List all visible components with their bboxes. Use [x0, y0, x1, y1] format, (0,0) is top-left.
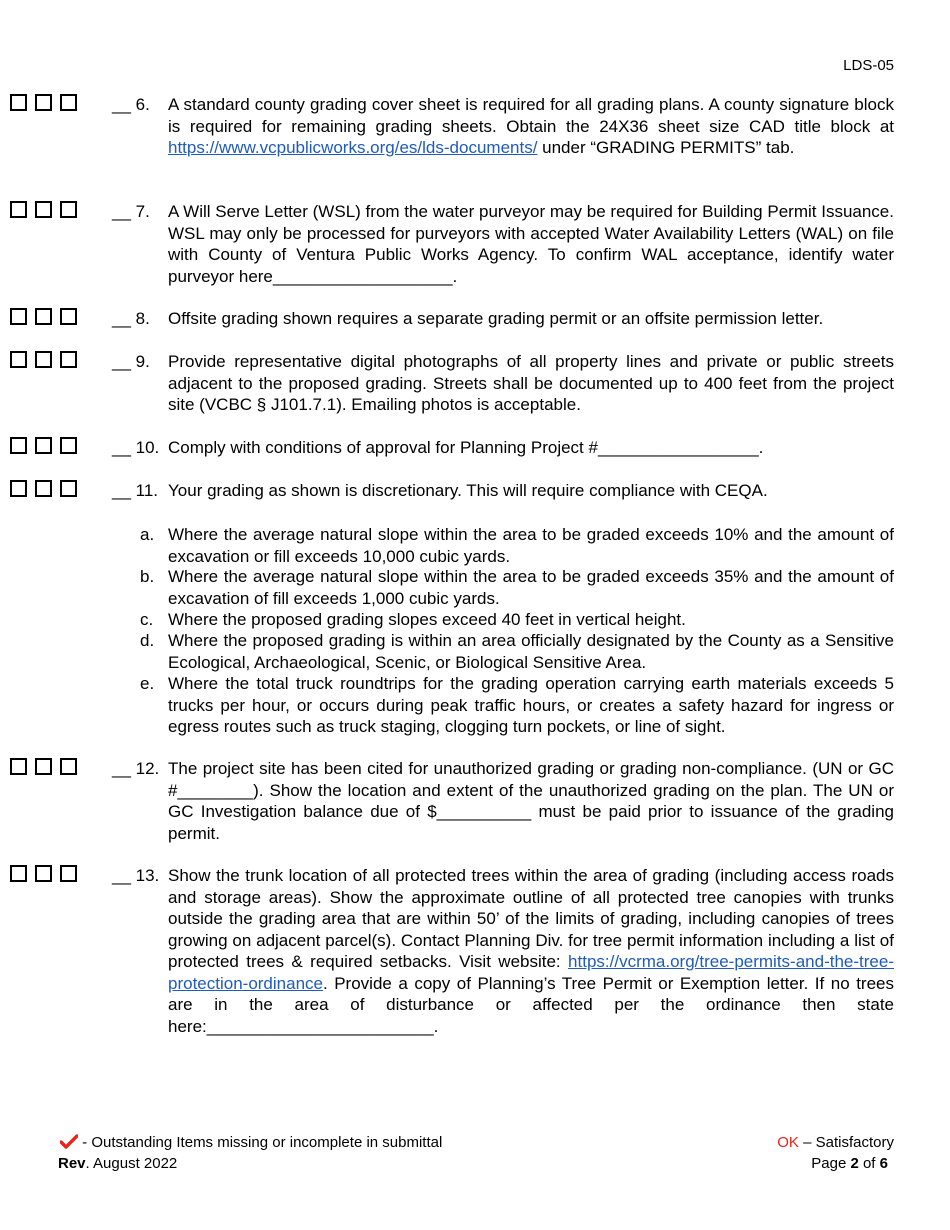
checkbox[interactable]	[10, 480, 27, 497]
item-text: Comply with conditions of approval for Planning Project #_________________.	[168, 438, 764, 457]
ok-label: OK	[777, 1134, 799, 1151]
revision-date: Rev. August 2022	[58, 1155, 178, 1172]
checkbox[interactable]	[10, 758, 27, 775]
checkbox[interactable]	[35, 201, 52, 218]
item-number: __ 6.	[112, 95, 150, 114]
checkbox[interactable]	[10, 865, 27, 882]
item-text: A standard county grading cover sheet is required for all grading plans. A county signature block is required for remaining grading sheets. Obtain the 24X36 sheet size CAD title block at https://www.vcpublicworks.org/es/lds-documents/ under “GRADING PERMITS” tab.	[168, 95, 894, 157]
item-number: __ 12.	[112, 759, 160, 778]
legend-ok	[777, 1134, 894, 1151]
document-id: LDS-05	[843, 57, 894, 74]
checkbox[interactable]	[35, 758, 52, 775]
checkbox[interactable]	[60, 94, 77, 111]
lds-documents-link[interactable]: https://www.vcpublicworks.org/es/lds-documents/	[168, 138, 538, 157]
item-number: __ 13.	[112, 866, 160, 885]
checkbox[interactable]	[60, 865, 77, 882]
checkbox[interactable]	[10, 94, 27, 111]
item-number: __ 10.	[112, 438, 160, 457]
subitem-letter: c.	[140, 610, 154, 629]
checkbox[interactable]	[60, 201, 77, 218]
checkbox[interactable]	[35, 351, 52, 368]
checkbox[interactable]	[60, 480, 77, 497]
subitem-letter: a.	[140, 525, 155, 544]
item-text: A Will Serve Letter (WSL) from the water purveyor may be required for Building Permit Issuance. WSL may only be processed for purveyors with accepted Water Availability Letters (WAL) on file with County of Ventura Public Works Agency. To confirm WAL acceptance, identify water purveyor here___________________.	[168, 202, 894, 286]
item-text: Provide representative digital photographs of all property lines and private or public streets adjacent to the proposed grading. Streets shall be documented up to 400 feet from the project site (VCBC § J101.7.1). Emailing photos is acceptable.	[168, 352, 894, 414]
legend-outstanding	[60, 1134, 442, 1151]
checkbox[interactable]	[60, 437, 77, 454]
checkbox[interactable]	[60, 758, 77, 775]
item-number: __ 11.	[112, 481, 159, 500]
page-number: Page 2 of 6	[811, 1155, 888, 1172]
item-text: Show the trunk location of all protected trees within the area of grading (including access roads and storage areas). Show the approximate outline of all protected tree canopies with trunks outside the grading area that are within 50’ of the limits of grading, including canopies of trees growing on adjacent parcel(s). Contact Planning Div. for tree permit information including a list of protected trees & required setbacks. Visit website: https://vcrma.org/tree-permits-and-the-tree-protection-ordinance. Provide a copy of Planning’s Tree Permit or Exemption letter. If no trees are in the area of disturbance or affected per the ordinance then state here:________________________.	[168, 866, 894, 1036]
item-text: Offsite grading shown requires a separate grading permit or an offsite permission letter.	[168, 309, 824, 328]
subitem-text: Where the average natural slope within the area to be graded exceeds 35% and the amount of excavation of fill exceeds 1,000 cubic yards.	[168, 567, 894, 608]
checkbox[interactable]	[35, 94, 52, 111]
ok-text: – Satisfactory	[798, 1134, 894, 1151]
legend-outstanding-text: - Outstanding Items missing or incomplete in submittal	[78, 1134, 443, 1151]
subitem-text: Where the proposed grading is within an area officially designated by the County as a Sensitive Ecological, Archaeological, Scenic, or Biological Sensitive Area.	[168, 631, 894, 672]
checkbox[interactable]	[10, 437, 27, 454]
checkbox[interactable]	[35, 865, 52, 882]
checkbox[interactable]	[60, 308, 77, 325]
subitem-letter: e.	[140, 674, 155, 693]
checkbox[interactable]	[10, 308, 27, 325]
checkbox[interactable]	[10, 351, 27, 368]
item-text: The project site has been cited for unauthorized grading or grading non-compliance. (UN or GC #________). Show the location and extent of the unauthorized grading on the plan. The UN or GC Investigation balance due of $__________ must be paid prior to issuance of the grading permit.	[168, 759, 894, 843]
subitem-text: Where the proposed grading slopes exceed 40 feet in vertical height.	[168, 610, 686, 629]
subitem-letter: b.	[140, 567, 155, 586]
checkbox[interactable]	[35, 480, 52, 497]
subitem-letter: d.	[140, 631, 155, 650]
item-number: __ 7.	[112, 202, 150, 221]
checkbox[interactable]	[35, 308, 52, 325]
item-text: Your grading as shown is discretionary. This will require compliance with CEQA.	[168, 481, 768, 500]
checkbox[interactable]	[10, 201, 27, 218]
item-number: __ 8.	[112, 309, 150, 328]
checkmark-icon	[60, 1134, 78, 1149]
checkbox[interactable]	[35, 437, 52, 454]
subitem-text: Where the average natural slope within the area to be graded exceeds 10% and the amount of excavation or fill exceeds 10,000 cubic yards.	[168, 525, 894, 566]
subitem-text: Where the total truck roundtrips for the grading operation carrying earth materials exceeds 5 trucks per hour, or occurs during peak traffic hours, or creates a safety hazard for ingress or egress routes such as truck staging, clogging turn pockets, or line of sight.	[168, 674, 894, 736]
item-number: __ 9.	[112, 352, 150, 371]
tree-ordinance-link[interactable]: https://vcrma.org/tree-permits-and-the-tree-protection-ordinance	[168, 952, 894, 993]
rev-label: Rev	[58, 1155, 86, 1172]
checkbox[interactable]	[60, 351, 77, 368]
